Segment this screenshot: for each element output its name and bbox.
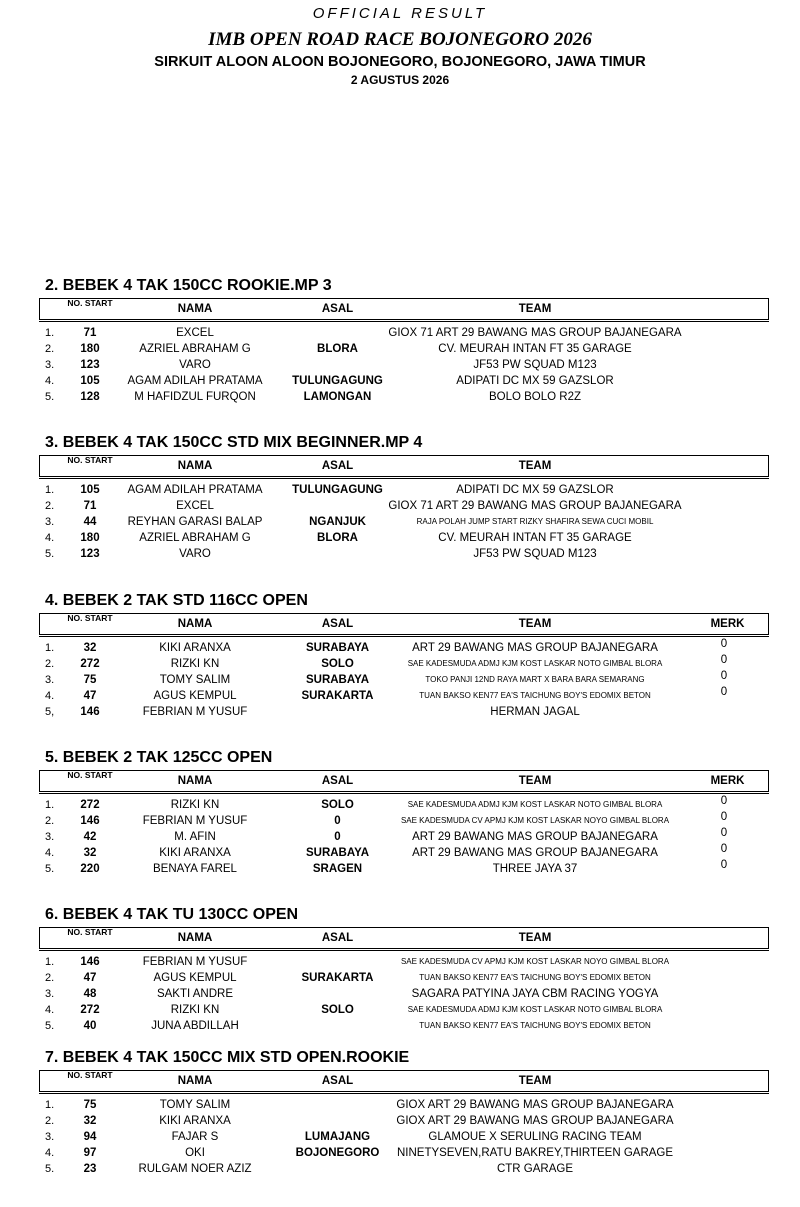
rider-name: AZRIEL ABRAHAM G — [139, 532, 251, 544]
position: 2. — [45, 1115, 55, 1127]
rider-name: KIKI ARANXA — [159, 847, 231, 859]
team-name: NINETYSEVEN,RATU BAKREY,THIRTEEN GARAGE — [396, 1147, 674, 1159]
result-rows — [0, 797, 800, 877]
result-rows — [0, 482, 800, 562]
result-row — [0, 813, 800, 829]
result-rows — [0, 640, 800, 720]
result-row — [0, 1002, 800, 1018]
header-divider — [39, 636, 769, 637]
team-name: TUAN BAKSO KEN77 EA'S TAICHUNG BOY'S EDOMIX BETON — [419, 973, 651, 982]
column-nama: NAMA — [177, 618, 213, 630]
column-header-row — [39, 298, 769, 320]
team-name: ART 29 BAWANG MAS GROUP BAJANEGARA — [412, 831, 658, 843]
team-name: BOLO BOLO R2Z — [488, 391, 582, 403]
team-name: TUAN BAKSO KEN77 EA'S TAICHUNG BOY'S EDOMIX BETON — [419, 1021, 651, 1030]
start-number: 220 — [80, 863, 100, 875]
team-name: SAE KADESMUDA CV APMJ KJM KOST LASKAR NOYO GIMBAL BLORA — [400, 957, 670, 966]
rider-origin: TULUNGAGUNG — [292, 375, 383, 387]
rider-origin: 0 — [334, 831, 341, 843]
rider-origin: LUMAJANG — [304, 1131, 371, 1143]
team-name: SAGARA PATYINA JAYA CBM RACING YOGYA — [411, 988, 659, 1000]
result-row — [0, 514, 800, 530]
position: 5. — [45, 1020, 55, 1032]
venue-line: SIRKUIT ALOON ALOON BOJONEGORO, BOJONEGORO, JAWA TIMUR — [154, 54, 646, 70]
column-merk: MERK — [710, 618, 745, 630]
column-header-row — [39, 1070, 769, 1092]
position: 3. — [45, 359, 55, 371]
result-row — [0, 672, 800, 688]
merk-value: 0 — [720, 654, 728, 666]
start-number: 32 — [83, 1115, 97, 1127]
column-no-start: NO. START — [67, 455, 113, 465]
merk-value: 0 — [720, 795, 728, 807]
position: 2. — [45, 815, 55, 827]
start-number: 94 — [83, 1131, 97, 1143]
header-divider — [39, 793, 769, 794]
position: 3. — [45, 516, 55, 528]
position: 4. — [45, 1147, 55, 1159]
start-number: 42 — [83, 831, 97, 843]
result-row — [0, 325, 800, 341]
start-number: 44 — [83, 516, 97, 528]
column-team: TEAM — [518, 775, 552, 787]
header-divider — [39, 1093, 769, 1094]
result-row — [0, 546, 800, 562]
rider-name: AGAM ADILAH PRATAMA — [127, 375, 263, 387]
position: 1. — [45, 484, 55, 496]
column-no-start: NO. START — [67, 770, 113, 780]
race-class-title: 3. BEBEK 4 TAK 150CC STD MIX BEGINNER.MP 4 — [45, 434, 423, 451]
start-number: 71 — [83, 327, 97, 339]
column-team: TEAM — [518, 1075, 552, 1087]
result-row — [0, 688, 800, 704]
race-class-title: 6. BEBEK 4 TAK TU 130CC OPEN — [45, 906, 299, 923]
header-divider — [39, 321, 769, 322]
position: 3. — [45, 831, 55, 843]
start-number: 123 — [80, 359, 100, 371]
result-row — [0, 704, 800, 720]
start-number: 97 — [83, 1147, 97, 1159]
column-no-start: NO. START — [67, 298, 113, 308]
column-no-start: NO. START — [67, 927, 113, 937]
position: 5, — [45, 706, 55, 718]
column-asal: ASAL — [321, 460, 354, 472]
race-class-title: 2. BEBEK 4 TAK 150CC ROOKIE.MP 3 — [45, 277, 332, 294]
start-number: 75 — [83, 674, 97, 686]
rider-origin: BOJONEGORO — [295, 1147, 380, 1159]
rider-name: FEBRIAN M YUSUF — [142, 706, 248, 718]
rider-name: REYHAN GARASI BALAP — [127, 516, 263, 528]
rider-name: EXCEL — [176, 500, 214, 512]
result-row — [0, 341, 800, 357]
team-name: THREE JAYA 37 — [492, 863, 578, 875]
column-asal: ASAL — [321, 932, 354, 944]
column-asal: ASAL — [321, 303, 354, 315]
rider-name: AGAM ADILAH PRATAMA — [127, 484, 263, 496]
rider-name: FEBRIAN M YUSUF — [142, 956, 248, 968]
position: 5. — [45, 863, 55, 875]
column-asal: ASAL — [321, 618, 354, 630]
start-number: 128 — [80, 391, 100, 403]
result-row — [0, 373, 800, 389]
column-nama: NAMA — [177, 303, 213, 315]
team-name: GIOX 71 ART 29 BAWANG MAS GROUP BAJANEGARA — [388, 327, 682, 339]
start-number: 146 — [80, 706, 100, 718]
rider-origin: SURABAYA — [305, 847, 370, 859]
rider-name: JUNA ABDILLAH — [151, 1020, 239, 1032]
rider-origin: SURABAYA — [305, 674, 370, 686]
rider-name: AGUS KEMPUL — [153, 972, 237, 984]
position: 3. — [45, 988, 55, 1000]
start-number: 272 — [80, 1004, 100, 1016]
merk-value: 0 — [720, 638, 728, 650]
team-name: CV. MEURAH INTAN FT 35 GARAGE — [438, 532, 632, 544]
position: 2. — [45, 500, 55, 512]
result-row — [0, 1097, 800, 1113]
position: 2. — [45, 972, 55, 984]
start-number: 23 — [83, 1163, 97, 1175]
rider-name: KIKI ARANXA — [159, 642, 231, 654]
rider-origin: SRAGEN — [312, 863, 363, 875]
merk-value: 0 — [720, 859, 728, 871]
team-name: ADIPATI DC MX 59 GAZSLOR — [456, 375, 614, 387]
position: 1. — [45, 956, 55, 968]
position: 3. — [45, 674, 55, 686]
column-asal: ASAL — [321, 775, 354, 787]
rider-name: OKI — [185, 1147, 205, 1159]
start-number: 123 — [80, 548, 100, 560]
position: 1. — [45, 327, 55, 339]
team-name: JF53 PW SQUAD M123 — [473, 548, 597, 560]
start-number: 272 — [80, 799, 100, 811]
rider-origin: SOLO — [321, 799, 354, 811]
rider-name: FEBRIAN M YUSUF — [142, 815, 248, 827]
merk-value: 0 — [720, 843, 728, 855]
result-row — [0, 954, 800, 970]
merk-value: 0 — [720, 827, 728, 839]
team-name: CTR GARAGE — [496, 1163, 574, 1175]
rider-origin: LAMONGAN — [303, 391, 372, 403]
rider-origin: SURAKARTA — [301, 972, 374, 984]
rider-origin: BLORA — [317, 532, 358, 544]
rider-name: BENAYA FAREL — [153, 863, 237, 875]
position: 1. — [45, 642, 55, 654]
start-number: 105 — [80, 375, 100, 387]
rider-name: AZRIEL ABRAHAM G — [139, 343, 251, 355]
team-name: ADIPATI DC MX 59 GAZSLOR — [456, 484, 614, 496]
rider-name: TOMY SALIM — [159, 674, 231, 686]
column-asal: ASAL — [321, 1075, 354, 1087]
position: 4. — [45, 690, 55, 702]
rider-name: RIZKI KN — [170, 799, 220, 811]
position: 1. — [45, 1099, 55, 1111]
start-number: 105 — [80, 484, 100, 496]
start-number: 146 — [80, 815, 100, 827]
column-team: TEAM — [518, 618, 552, 630]
event-date: 2 AGUSTUS 2026 — [350, 73, 450, 87]
result-rows — [0, 325, 800, 405]
result-row — [0, 986, 800, 1002]
result-row — [0, 640, 800, 656]
race-class-title: 4. BEBEK 2 TAK STD 116CC OPEN — [45, 592, 308, 609]
rider-origin: SOLO — [321, 1004, 354, 1016]
column-header-row — [39, 613, 769, 635]
result-row — [0, 1161, 800, 1177]
result-row — [0, 498, 800, 514]
rider-origin: SOLO — [321, 658, 354, 670]
start-number: 75 — [83, 1099, 97, 1111]
rider-origin: TULUNGAGUNG — [292, 484, 383, 496]
rider-name: RIZKI KN — [170, 658, 220, 670]
team-name: JF53 PW SQUAD M123 — [473, 359, 597, 371]
team-name: GIOX 71 ART 29 BAWANG MAS GROUP BAJANEGARA — [388, 500, 682, 512]
position: 4. — [45, 532, 55, 544]
column-header-row — [39, 927, 769, 949]
result-row — [0, 970, 800, 986]
column-merk: MERK — [710, 775, 745, 787]
team-name: CV. MEURAH INTAN FT 35 GARAGE — [438, 343, 632, 355]
team-name: GLAMOUE X SERULING RACING TEAM — [428, 1131, 642, 1143]
team-name: RAJA POLAH JUMP START RIZKY SHAFIRA SEWA CUCI MOBIL — [416, 517, 654, 526]
result-rows — [0, 1097, 800, 1177]
team-name: SAE KADESMUDA ADMJ KJM KOST LASKAR NOTO GIMBAL BLORA — [407, 1005, 663, 1014]
column-nama: NAMA — [177, 932, 213, 944]
start-number: 40 — [83, 1020, 97, 1032]
official-result-heading: OFFICIAL RESULT — [312, 5, 488, 22]
rider-name: M. AFIN — [174, 831, 216, 843]
team-name: SAE KADESMUDA ADMJ KJM KOST LASKAR NOTO GIMBAL BLORA — [407, 659, 663, 668]
team-name: ART 29 BAWANG MAS GROUP BAJANEGARA — [412, 642, 658, 654]
merk-value: 0 — [720, 811, 728, 823]
column-team: TEAM — [518, 460, 552, 472]
position: 1. — [45, 799, 55, 811]
result-row — [0, 797, 800, 813]
merk-value: 0 — [720, 670, 728, 682]
team-name: HERMAN JAGAL — [490, 706, 580, 718]
column-nama: NAMA — [177, 1075, 213, 1087]
result-row — [0, 656, 800, 672]
column-no-start: NO. START — [67, 613, 113, 623]
team-name: SAE KADESMUDA CV APMJ KJM KOST LASKAR NOYO GIMBAL BLORA — [400, 816, 670, 825]
start-number: 71 — [83, 500, 97, 512]
result-row — [0, 829, 800, 845]
rider-name: VARO — [179, 359, 211, 371]
position: 5. — [45, 548, 55, 560]
rider-name: AGUS KEMPUL — [153, 690, 237, 702]
rider-origin: 0 — [334, 815, 341, 827]
result-row — [0, 357, 800, 373]
race-class-title: 7. BEBEK 4 TAK 150CC MIX STD OPEN.ROOKIE — [45, 1049, 410, 1066]
result-row — [0, 389, 800, 405]
start-number: 48 — [83, 988, 97, 1000]
column-header-row — [39, 455, 769, 477]
result-row — [0, 1129, 800, 1145]
rider-name: KIKI ARANXA — [159, 1115, 231, 1127]
result-rows — [0, 954, 800, 1034]
rider-name: TOMY SALIM — [159, 1099, 231, 1111]
start-number: 180 — [80, 532, 100, 544]
rider-name: FAJAR S — [171, 1131, 219, 1143]
column-nama: NAMA — [177, 775, 213, 787]
start-number: 47 — [83, 690, 97, 702]
result-row — [0, 482, 800, 498]
column-header-row — [39, 770, 769, 792]
start-number: 47 — [83, 972, 97, 984]
result-row — [0, 845, 800, 861]
race-class-title: 5. BEBEK 2 TAK 125CC OPEN — [45, 749, 273, 766]
team-name: GIOX ART 29 BAWANG MAS GROUP BAJANEGARA — [396, 1099, 674, 1111]
start-number: 180 — [80, 343, 100, 355]
team-name: SAE KADESMUDA ADMJ KJM KOST LASKAR NOTO GIMBAL BLORA — [407, 800, 663, 809]
result-row — [0, 1145, 800, 1161]
position: 4. — [45, 847, 55, 859]
header-divider — [39, 950, 769, 951]
team-name: TUAN BAKSO KEN77 EA'S TAICHUNG BOY'S EDOMIX BETON — [419, 691, 651, 700]
rider-origin: NGANJUK — [309, 516, 366, 528]
start-number: 146 — [80, 956, 100, 968]
rider-name: EXCEL — [176, 327, 214, 339]
result-row — [0, 530, 800, 546]
column-team: TEAM — [518, 303, 552, 315]
position: 4. — [45, 375, 55, 387]
event-title: IMB OPEN ROAD RACE BOJONEGORO 2026 — [208, 29, 592, 50]
column-nama: NAMA — [177, 460, 213, 472]
position: 5. — [45, 1163, 55, 1175]
rider-name: SAKTI ANDRE — [156, 988, 234, 1000]
position: 5. — [45, 391, 55, 403]
start-number: 32 — [83, 847, 97, 859]
rider-name: RULGAM NOER AZIZ — [138, 1163, 252, 1175]
team-name: GIOX ART 29 BAWANG MAS GROUP BAJANEGARA — [396, 1115, 674, 1127]
merk-value: 0 — [720, 686, 728, 698]
start-number: 32 — [83, 642, 97, 654]
position: 2. — [45, 343, 55, 355]
rider-name: RIZKI KN — [170, 1004, 220, 1016]
column-no-start: NO. START — [67, 1070, 113, 1080]
position: 3. — [45, 1131, 55, 1143]
rider-name: M HAFIDZUL FURQON — [134, 391, 256, 403]
rider-name: VARO — [179, 548, 211, 560]
result-row — [0, 861, 800, 877]
result-row — [0, 1113, 800, 1129]
rider-origin: BLORA — [317, 343, 358, 355]
result-row — [0, 1018, 800, 1034]
column-team: TEAM — [518, 932, 552, 944]
position: 4. — [45, 1004, 55, 1016]
rider-origin: SURAKARTA — [301, 690, 374, 702]
header-divider — [39, 478, 769, 479]
position: 2. — [45, 658, 55, 670]
rider-origin: SURABAYA — [305, 642, 370, 654]
start-number: 272 — [80, 658, 100, 670]
team-name: ART 29 BAWANG MAS GROUP BAJANEGARA — [412, 847, 658, 859]
team-name: TOKO PANJI 12ND RAYA MART X BARA BARA SEMARANG — [425, 675, 645, 684]
